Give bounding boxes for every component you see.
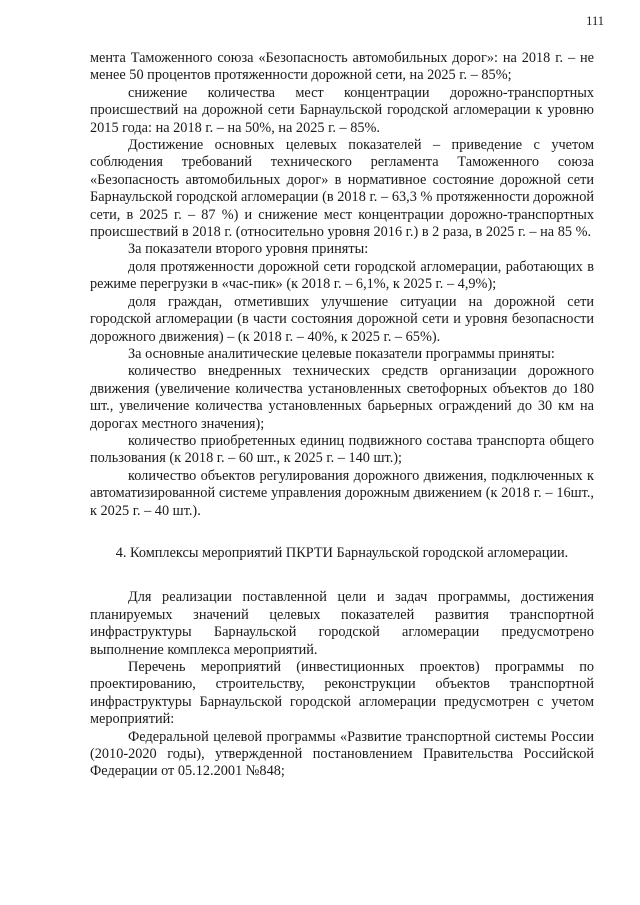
body-paragraph: доля граждан, отметивших улучшение ситуации на дорожной сети городской агломерации (в части состояния дорожной сети и уровня безопасности дорожного движения) – (к 2018 г. – 40%, к 2025 г. – 65%). bbox=[90, 293, 594, 345]
body-paragraph: За показатели второго уровня приняты: bbox=[128, 241, 369, 258]
body-paragraph: количество внедренных технических средств организации дорожного движения (увеличение количества установленных светофорных объектов до 180 шт., увеличение количества установленных барьерных ограждений до 30 км на дорогах местного значения); bbox=[90, 363, 594, 432]
paragraph-group-before bbox=[90, 50, 594, 520]
body-paragraph: мента Таможенного союза «Безопасность автомобильных дорог»: на 2018 г. – не менее 50 процентов протяженности дорожной сети, на 2025 г. – 85%; bbox=[90, 50, 594, 84]
section-heading: 4. Комплексы мероприятий ПКРТИ Барнаульской городской агломерации. bbox=[115, 544, 569, 561]
body-paragraph: количество объектов регулирования дорожного движения, подключенных к автоматизированной системе управления дорожным движением (к 2018 г. – 16шт., к 2025 г. – 40 шт.). bbox=[90, 467, 594, 519]
paragraph-group-after bbox=[90, 589, 594, 780]
document-body bbox=[90, 50, 594, 781]
body-paragraph: количество приобретенных единиц подвижного состава транспорта общего пользования (к 2018 г. – 60 шт., к 2025 г. – 140 шт.); bbox=[90, 432, 594, 467]
body-paragraph: За основные аналитические целевые показатели программы приняты: bbox=[128, 345, 555, 362]
body-paragraph: Достижение основных целевых показателей – приведение с учетом соблюдения требований технического регламента Таможенного союза «Безопасность автомобильных дорог» в нормативное состояние дорожной сети Барнаульской городской агломерации (в 2018 г. – 63,3 % протяженности дорожной сети, в 2025 г. – 87 %) и снижение мест концентрации дорожно-транспортных происшествий в 2018 г. (относительно уровня 2016 г.) в 2 раза, в 2025 г. – на 85 %. bbox=[90, 137, 594, 241]
page-number: 111 bbox=[586, 14, 604, 28]
body-paragraph: снижение количества мест концентрации дорожно-транспортных происшествий на дорожной сети Барнаульской городской агломерации к уровню 2015 года: на 2018 г. – на 50%, на 2025 г. – 85%. bbox=[90, 84, 594, 136]
body-paragraph: Федеральной целевой программы «Развитие транспортной системы России (2010-2020 годы), утвержденной постановлением Правительства Российской Федерации от 05.12.2001 №848; bbox=[90, 728, 594, 780]
body-paragraph: Для реализации поставленной цели и задач программы, достижения планируемых значений целевых показателей развития транспортной инфраструктуры Барнаульской городской агломерации предусмотрено выполнение комплекса мероприятий. bbox=[90, 589, 594, 658]
body-paragraph: Перечень мероприятий (инвестиционных проектов) программы по проектированию, строительству, реконструкции объектов транспортной инфраструктуры Барнаульской городской агломерации предусмотрен с учетом мероприятий: bbox=[90, 659, 594, 728]
body-paragraph: доля протяженности дорожной сети городской агломерации, работающих в режиме перегрузки в «час-пик» (к 2018 г. – 6,1%, к 2025 г. – 4,9%); bbox=[90, 258, 594, 293]
